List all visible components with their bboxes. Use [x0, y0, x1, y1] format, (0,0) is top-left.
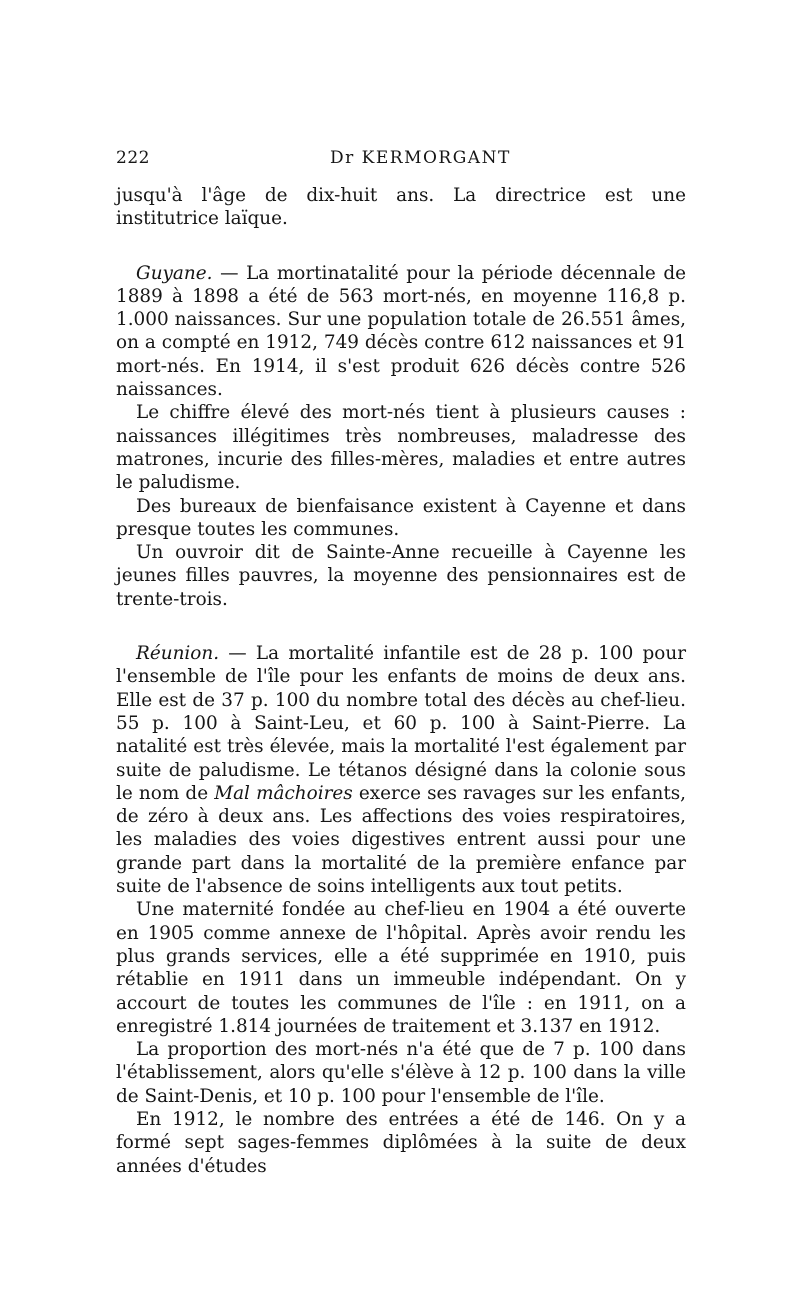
paragraph: La proportion des mort-nés n'a été que de 7 p. 100 dans l'établissement, alors qu'elle s'élève à 12 p. 100 dans la ville de Saint-Denis, et 10 p. 100 pour l'ensemble de l'île.	[116, 1039, 686, 1107]
paragraph: Une maternité fondée au chef-lieu en 1904 a été ouverte en 1905 comme annexe de l'hôpital. Après avoir rendu les plus grands services, elle a été supprimée en 1910, puis rétablie en 1911 dans un immeuble indépendant. On y accourt de toutes les communes de l'île : en 1911, on a enregistré 1.814 journées de traitement et 3.137 en 1912.	[116, 899, 686, 1037]
paragraph: Le chiffre élevé des mort-nés tient à plusieurs causes : naissances illégitimes très nombreuses, maladresse des matrones, incurie des filles-mères, maladies et entre autres le paludisme.	[116, 402, 686, 494]
page-number: 222	[116, 148, 150, 168]
italic-term: Mal mâchoires	[214, 782, 353, 804]
paragraph-guyane	[116, 262, 686, 402]
section-heading-reunion: Réunion.	[136, 643, 220, 665]
paragraph-reunion-tail: exerce ses ravages sur les enfants, de zéro à deux ans. Les affections des voies respiratoires, les maladies des voies digestives entrent aussi pour une grande part dans la mortalité de la première enfance par suite de l'absence de soins intelligents aux tout petits.	[116, 782, 686, 898]
paragraph-reunion	[116, 642, 686, 898]
running-header	[116, 148, 686, 172]
paragraph-continuation: jusqu'à l'âge de dix-huit ans. La directrice est une institutrice laïque.	[116, 185, 686, 230]
body-text	[116, 184, 686, 1178]
paragraph-guyane-text: — La mortinatalité pour la période décennale de 1889 à 1898 a été de 563 mort-nés, en moyenne 116,8 p. 1.000 naissances. Sur une population totale de 26.551 âmes, on a compté en 1912, 749 décès contre 612 naissances et 91 mort-nés. En 1914, il s'est produit 626 décès contre 526 naissances.	[116, 262, 686, 401]
paragraph-reunion-text: — La mortalité infantile est de 28 p. 100 pour l'ensemble de l'île pour les enfants de moins de deux ans. Elle est de 37 p. 100 du nombre total des décès au chef-lieu. 55 p. 100 à Saint-Leu, et 60 p. 100 à Saint-Pierre. La natalité est très élevée, mais la mortalité l'est également par suite de paludisme. Le tétanos désigné dans la colonie sous le nom de	[116, 643, 686, 804]
paragraph: En 1912, le nombre des entrées a été de 146. On y a formé sept sages-femmes diplômées à la suite de deux années d'études	[116, 1108, 686, 1177]
paragraph: Un ouvroir dit de Sainte-Anne recueille à Cayenne les jeunes filles pauvres, la moyenne des pensionnaires est de trente-trois.	[116, 542, 686, 610]
paragraph: Des bureaux de bienfaisance existent à Cayenne et dans presque toutes les communes.	[116, 495, 686, 540]
running-title: Dr KERMORGANT	[330, 148, 511, 168]
section-heading-guyane: Guyane.	[136, 262, 213, 284]
